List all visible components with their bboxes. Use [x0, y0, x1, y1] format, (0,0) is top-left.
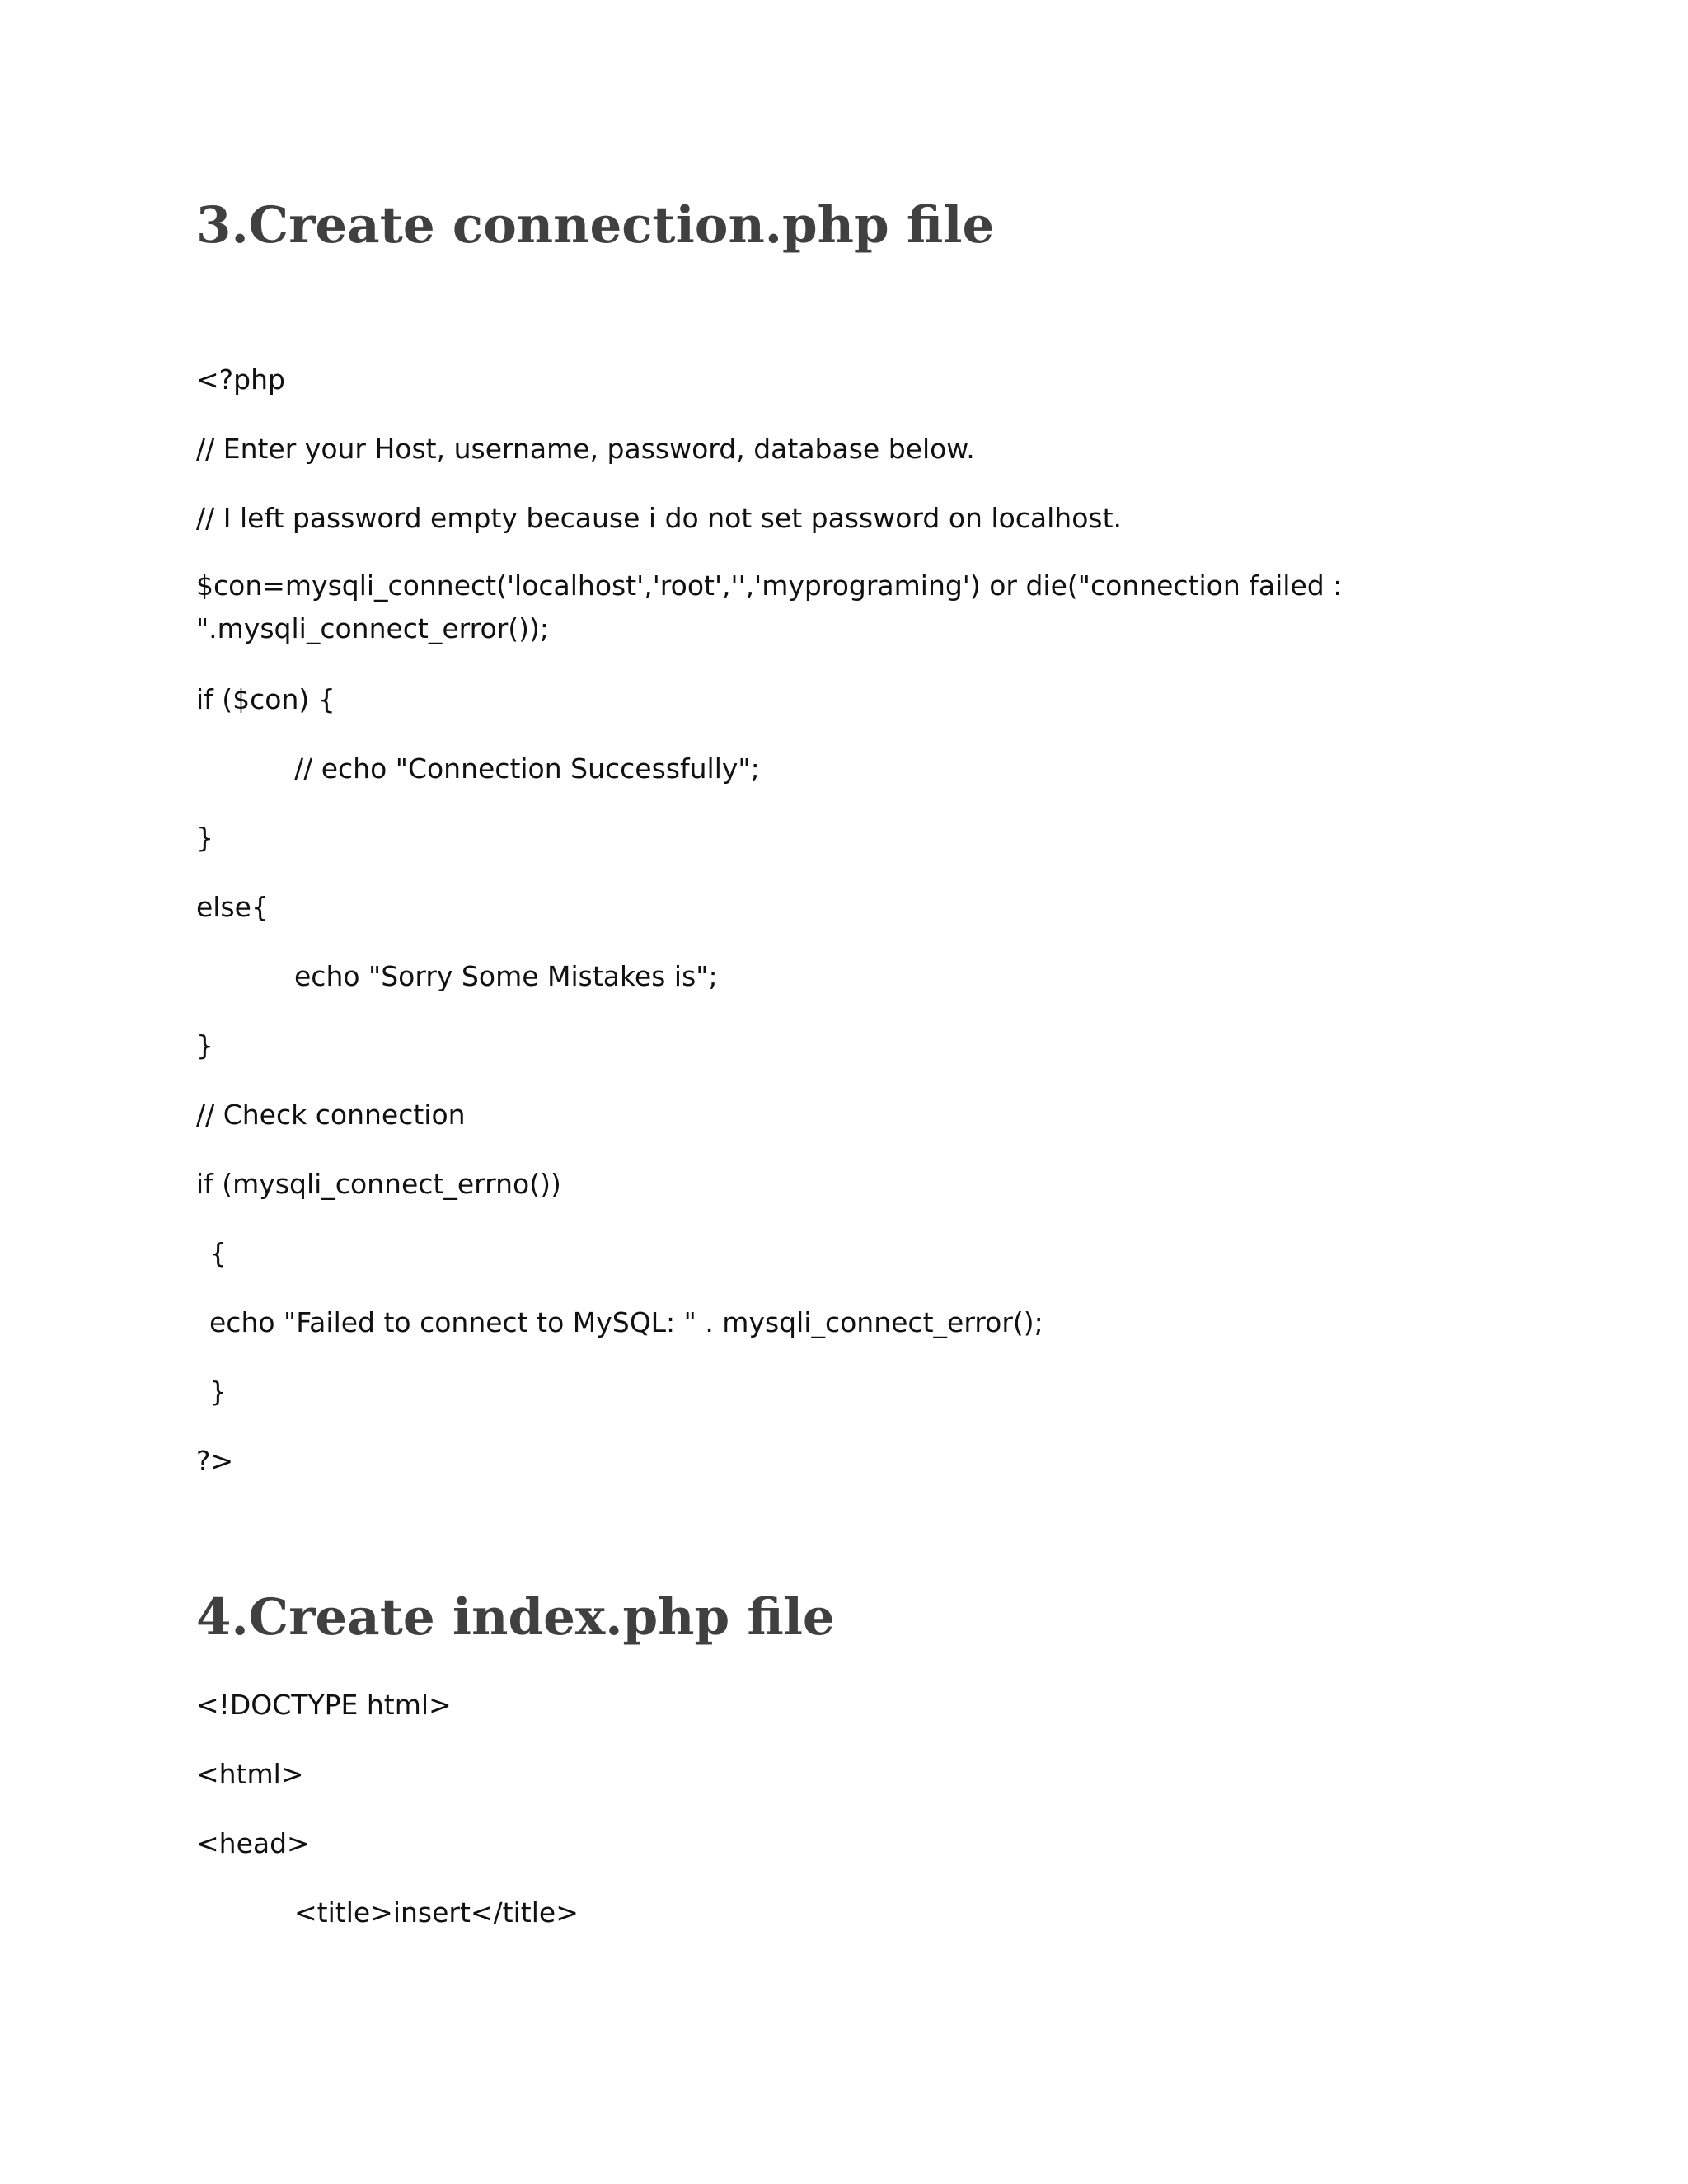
code-line: <html> — [196, 1758, 304, 1790]
code-line: else{ — [196, 891, 269, 923]
code-line: <?php — [196, 363, 285, 396]
code-line: echo "Failed to connect to MySQL: " . mysqli_connect_error(); — [209, 1306, 1043, 1338]
code-line: // Enter your Host, username, password, database below. — [196, 433, 975, 465]
section-heading-index: 4.Create index.php file — [196, 1588, 835, 1647]
code-line: $con=mysqli_connect('localhost','root','','myprograming') or die("connection failed : ".mysqli_connect_error()); — [196, 569, 1343, 644]
code-line: if ($con) { — [196, 683, 335, 715]
code-line: if (mysqli_connect_errno()) — [196, 1168, 561, 1200]
code-line: { — [209, 1237, 227, 1269]
code-line: } — [196, 822, 213, 854]
code-line: <title>insert</title> — [294, 1896, 579, 1929]
code-line: // Check connection — [196, 1099, 466, 1131]
code-line: ?> — [196, 1445, 234, 1477]
section-heading-connection: 3.Create connection.php file — [196, 196, 995, 255]
code-line: } — [196, 1029, 213, 1062]
code-line: echo "Sorry Some Mistakes is"; — [294, 960, 718, 992]
code-line: // I left password empty because i do not set password on localhost. — [196, 502, 1123, 534]
code-line: // echo "Connection Successfully"; — [294, 752, 760, 785]
code-line: <head> — [196, 1827, 310, 1859]
code-line: } — [209, 1376, 227, 1408]
code-line: <!DOCTYPE html> — [196, 1689, 452, 1721]
